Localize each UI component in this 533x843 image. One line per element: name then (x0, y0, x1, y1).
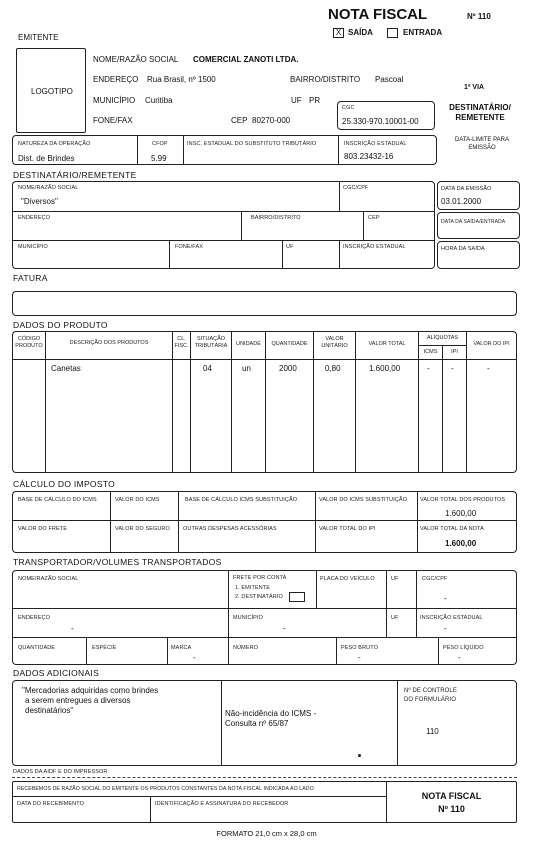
col-cl-fisc: CL. FISC. (174, 336, 189, 349)
transportador-section: TRANSPORTADOR/VOLUMES TRANSPORTADOS (13, 557, 222, 567)
recebemos-text: RECEBEMOS DE RAZÃO SOCIAL DO EMITENTE OS PRODUTOS CONSTANTES DA NOTA FISCAL INDICADA AO LADO (17, 786, 314, 792)
emitente-nome: COMERCIAL ZANOTI LTDA. (193, 55, 299, 64)
hora-saida-label: HORA DA SAÍDA (441, 246, 485, 252)
dest-fone-label: FONE/FAX (175, 244, 203, 250)
nao-incidencia-1: Não-incidência do ICMS - (225, 709, 317, 718)
col-valor-ipi: VALOR DO IPI (473, 341, 510, 347)
total-produtos-label: VALOR TOTAL DOS PRODUTOS (420, 497, 506, 503)
outras-despesas-label: OUTRAS DESPESAS ACESSÓRIAS (183, 526, 277, 532)
frete-emitente: 1. EMITENTE (235, 585, 271, 591)
emitente-endereco: Rua Brasil, nº 1500 (147, 75, 216, 84)
dest-bairro-label: BAIRRO/DISTRITO (251, 215, 301, 221)
data-limite-label: DATA-LIMITE PARA EMISSÃO (454, 137, 509, 151)
placa-label: PLACA DO VEÍCULO (320, 576, 375, 582)
data-saida-box (437, 212, 520, 239)
impressor-label: DADOS DA AIDF E DO IMPRESSOR (13, 769, 108, 775)
row-icms: - (427, 364, 430, 373)
row-unidade: un (242, 364, 251, 373)
col-aliquotas: ALÍQUOTAS (426, 335, 459, 341)
transp-endereco-label: ENDEREÇO (18, 615, 50, 621)
hora-saida-box (437, 241, 520, 269)
row-descricao: Canetas (51, 364, 81, 373)
transp-municipio-label: MUNICÍPIO (233, 615, 263, 621)
total-nota-label: VALOR TOTAL DA NOTA (420, 526, 484, 532)
controle-label-1: Nº DE CONTROLE (404, 688, 457, 694)
base-icms-label: BASE DE CÁLCULO DO ICMS (18, 497, 97, 503)
data-emissao-label: DATA DA EMISSÃO (441, 186, 492, 192)
identificacao-label: IDENTIFICAÇÃO E ASSINATURA DO RECEBEDOR (155, 801, 289, 807)
cut-line (12, 777, 517, 778)
fatura-box (12, 291, 517, 316)
transp-endereco-dash: - (71, 624, 74, 633)
marca-dash: - (193, 653, 196, 662)
col-icms: ICMS (423, 349, 438, 355)
natureza-value: Dist. de Brindes (18, 154, 75, 163)
dest-cgc-label: CGC/CPF (343, 185, 369, 191)
canhoto-nf-title: NOTA FISCAL (421, 791, 482, 801)
total-ipi-label: VALOR TOTAL DO IPI (319, 526, 376, 532)
peso-liquido-label: PESO LÍQUIDO (443, 645, 484, 651)
data-emissao-box (437, 181, 520, 210)
entrada-label: ENTRADA (403, 28, 443, 37)
row-valor-ipi: - (487, 364, 490, 373)
fatura-section: FATURA (13, 273, 48, 283)
col-quantidade: QUANTIDADE (271, 341, 308, 347)
produtos-table (12, 331, 517, 473)
cgc-label: CGC (342, 105, 355, 111)
transp-uf-label: UF (391, 576, 399, 582)
emitente-bairro: Pascoal (375, 75, 404, 84)
cgc-box (337, 101, 435, 130)
insc-estadual-value: 803.23432-16 (344, 152, 394, 161)
dest-cep-label: CEP (368, 215, 380, 221)
via-destinatario: DESTINATÁRIO/ REMETENTE (449, 103, 511, 122)
adicionais-texto-3: destinatários" (25, 706, 74, 715)
entrada-checkbox[interactable] (387, 28, 398, 38)
total-nota-value: 1.600,00 (445, 539, 477, 548)
saida-label: SAÍDA (348, 28, 373, 37)
dest-uf-label: UF (286, 244, 294, 250)
dest-nome-label: NOME/RAZÃO SOCIAL (18, 185, 79, 191)
base-subst-label: BASE DE CÁLCULO ICMS SUBSTITUIÇÃO (185, 497, 298, 503)
row-quantidade: 2000 (279, 364, 297, 373)
transp-nome-label: NOME/RAZÃO SOCIAL (18, 576, 79, 582)
adicionais-section: DADOS ADICIONAIS (13, 668, 100, 678)
via-label: 1ª VIA (464, 84, 485, 91)
emitente-fone-label: FONE/FAX (93, 116, 133, 125)
row-ipi: - (451, 364, 454, 373)
emitente-nome-label: NOME/RAZÃO SOCIAL (93, 55, 179, 64)
frete-conta-label: FRETE POR CONTA (233, 575, 287, 581)
dest-endereco-label: ENDEREÇO (18, 215, 50, 221)
operacao-row (12, 135, 437, 165)
row-valor-unitario: 0,80 (325, 364, 341, 373)
adicionais-texto (22, 686, 158, 716)
adicionais-box (12, 680, 517, 766)
col-codigo: CÓDIGO PRODUTO (15, 336, 43, 349)
transp-insc-label: INSCRIÇÃO ESTADUAL (420, 615, 483, 621)
canhoto-box (12, 781, 517, 823)
col-situacao: SITUAÇÃO TRIBUTÁRIA (194, 336, 228, 349)
logo-box (16, 48, 86, 133)
emitente-label: EMITENTE (18, 33, 59, 42)
emitente-municipio-label: MUNICÍPIO (93, 96, 136, 105)
numero-label: NÚMERO (233, 645, 259, 651)
insc-subst-label: INSC. ESTADUAL DO SUBSTITUTO TRIBUTÁRIO (187, 141, 317, 147)
frete-destinatario: 2. DESTINATÁRIO (235, 594, 283, 600)
valor-subst-label: VALOR DO ICMS SUBSTITUIÇÃO (319, 497, 408, 503)
formato-label: FORMATO 21,0 cm x 28,0 cm (216, 829, 317, 838)
imposto-section: CÁLCULO DO IMPOSTO (13, 479, 116, 489)
controle-value: 110 (426, 727, 439, 736)
col-ipi: IPI (451, 349, 458, 355)
data-saida-label: DATA DA SAÍDA/ENTRADA (441, 219, 506, 225)
form-title: NOTA FISCAL (328, 6, 428, 23)
adicionais-texto-1: "Mercadorias adquiridas como brindes (22, 686, 159, 695)
marca-label: MARCA (171, 645, 192, 651)
seguro-label: VALOR DO SEGURO (115, 526, 170, 532)
emitente-uf-label: UF (291, 96, 302, 105)
produtos-section: DADOS DO PRODUTO (13, 320, 108, 330)
dest-nome: "Diversos" (21, 197, 58, 206)
nao-incidencia-2: Consulta nº 65/87 (225, 719, 289, 728)
cfop-label: CFOP (152, 141, 168, 147)
quantidade-label: QUANTIDADE (18, 645, 56, 651)
dest-insc-label: INSCRIÇÃO ESTADUAL (343, 244, 406, 250)
emitente-municipio: Curitiba (145, 96, 173, 105)
emitente-uf: PR (309, 96, 321, 105)
cgc-value: 25.330-970.10001-00 (342, 117, 419, 126)
row-situacao: 04 (203, 364, 212, 373)
dot-mark (358, 754, 361, 757)
emitente-cep-label: CEP (231, 116, 248, 125)
col-unidade: UNIDADE (236, 341, 261, 347)
data-emissao-value: 03.01.2000 (441, 197, 482, 206)
peso-bruto-dash: - (358, 653, 361, 662)
nao-incidencia (225, 709, 316, 729)
frete-label: VALOR DO FRETE (18, 526, 67, 532)
destinatario-box (12, 181, 435, 269)
logo-placeholder: LOGOTIPO (31, 87, 73, 96)
total-produtos-value: 1.600,00 (445, 509, 477, 518)
peso-liquido-dash: - (458, 653, 461, 662)
imposto-box (12, 491, 517, 553)
col-valor-unitario: VALOR UNITÁRIO (321, 336, 348, 349)
natureza-label: NATUREZA DA OPERAÇÃO (18, 141, 91, 147)
cfop-value: 5.99 (151, 154, 167, 163)
transp-uf2-label: UF (391, 615, 399, 621)
canhoto-nf-number: Nº 110 (438, 804, 465, 814)
especie-label: ESPÉCIE (92, 645, 117, 651)
adicionais-texto-2: a serem entregues a diversos (25, 696, 131, 705)
destinatario-section: DESTINATÁRIO/REMETENTE (13, 170, 137, 180)
transportador-box (12, 570, 517, 665)
insc-estadual-label: INSCRIÇÃO ESTADUAL (344, 141, 407, 147)
data-recebimento-label: DATA DO RECEBIMENTO (17, 801, 84, 807)
transp-municipio-dash: - (283, 624, 286, 633)
frete-checkbox[interactable] (289, 592, 305, 602)
transp-insc-dash: - (444, 624, 447, 633)
form-number: Nº 110 (467, 12, 491, 21)
saida-checkbox[interactable]: X (333, 28, 344, 38)
col-valor-total: VALOR TOTAL (368, 341, 406, 347)
emitente-cep: 80270-000 (252, 116, 291, 125)
transp-cgc-dash: - (444, 594, 447, 603)
valor-icms-label: VALOR DO ICMS (115, 497, 160, 503)
dest-municipio-label: MUNICÍPIO (18, 244, 48, 250)
row-valor-total: 1.600,00 (369, 364, 401, 373)
emitente-bairro-label: BAIRRO/DISTRITO (290, 75, 361, 84)
peso-bruto-label: PESO BRUTO (341, 645, 378, 651)
col-descricao: DESCRIÇÃO DOS PRODUTOS (69, 340, 149, 346)
emitente-endereco-label: ENDEREÇO (93, 75, 139, 84)
transp-cgc-label: CGC/CPF (422, 576, 448, 582)
controle-label-2: DO FORMULÁRIO (404, 697, 456, 703)
